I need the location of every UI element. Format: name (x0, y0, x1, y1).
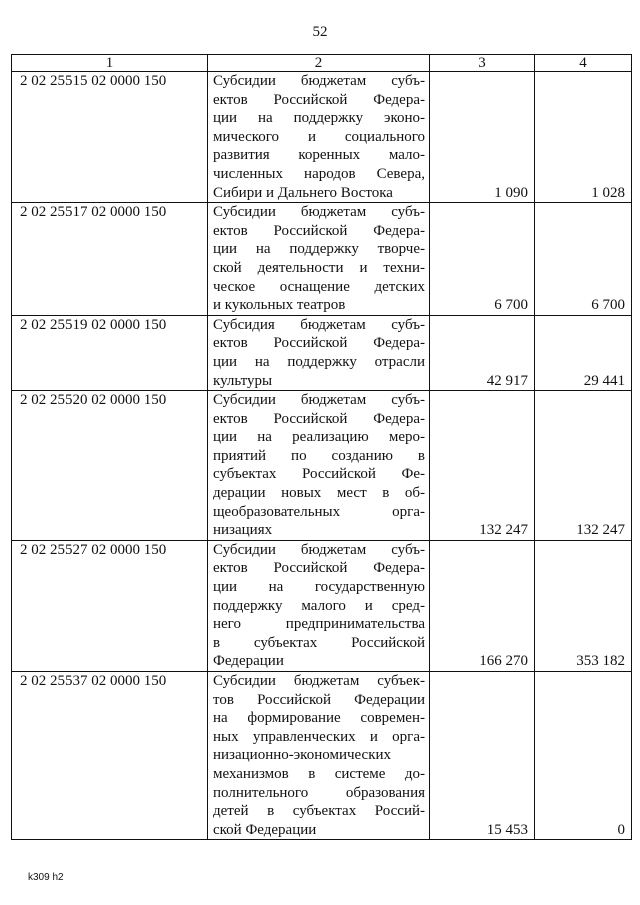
table-row (12, 72, 632, 203)
budget-table (11, 54, 632, 840)
description-line: в субъектах Российской (213, 634, 425, 651)
description (208, 672, 430, 840)
description-line: ектов Российской Федера- (213, 410, 425, 427)
amount-col-4: 0 (535, 672, 632, 840)
description-line: культуры (213, 372, 273, 389)
table-row (12, 540, 632, 671)
amount-col-3: 132 247 (430, 391, 535, 541)
header-col-2: 2 (208, 55, 430, 72)
description-line: Сибири и Дальнего Востока (213, 184, 393, 201)
amount-col-4: 29 441 (535, 315, 632, 390)
description-line: на формирование современ- (213, 710, 425, 727)
description-line: тов Российской Федерации (213, 691, 425, 708)
description (208, 391, 430, 541)
description-line: ческое оснащение детских (213, 278, 425, 295)
description-line: ции на поддержку эконо- (213, 110, 425, 127)
budget-code: 2 02 25519 02 0000 150 (12, 315, 208, 390)
description-line: него предпринимательства (213, 616, 425, 633)
description-line: субъектах Российской Фе- (213, 466, 425, 483)
amount-col-3: 166 270 (430, 540, 535, 671)
description-line: Федерации (213, 653, 284, 670)
table-row (12, 315, 632, 390)
description (208, 203, 430, 316)
amount-col-4: 132 247 (535, 391, 632, 541)
table-body (12, 72, 632, 840)
budget-code: 2 02 25520 02 0000 150 (12, 391, 208, 541)
budget-code: 2 02 25515 02 0000 150 (12, 72, 208, 203)
description-line: ектов Российской Федера- (213, 91, 425, 108)
description-line: дерации новых мест в об- (213, 485, 425, 502)
table-header-row (12, 55, 632, 72)
description-line: Субсидии бюджетам субъ- (213, 73, 425, 89)
description-line: и кукольных театров (213, 297, 346, 314)
amount-col-3: 6 700 (430, 203, 535, 316)
page-number: 52 (312, 24, 328, 40)
description-line: Субсидии бюджетам субъ- (213, 541, 425, 558)
description-line: ции на поддержку отрасли (213, 353, 425, 370)
amount-col-3: 1 090 (430, 72, 535, 203)
description-line: механизмов в системе до- (213, 765, 425, 782)
description-line: ции на реализацию меро- (213, 429, 425, 446)
description-line: поддержку малого и сред- (213, 597, 425, 614)
description-line: Субсидия бюджетам субъ- (213, 316, 425, 333)
description-line: низационно-экономических (213, 747, 392, 764)
description-line: ектов Российской Федера- (213, 222, 425, 239)
description-line: детей в субъектах Россий- (213, 803, 425, 820)
description-line: ектов Российской Федера- (213, 560, 425, 577)
description-line: численных народов Севера, (213, 165, 425, 182)
description-line: ции на поддержку творче- (213, 241, 425, 258)
description-line: ных управленческих и орга- (213, 728, 425, 745)
description-line: ской деятельности и техни- (213, 259, 425, 276)
description-line: ции на государственную (213, 579, 425, 596)
description (208, 72, 430, 203)
table-row (12, 672, 632, 840)
budget-code: 2 02 25517 02 0000 150 (12, 203, 208, 316)
amount-col-3: 15 453 (430, 672, 535, 840)
description-line: Субсидии бюджетам субъ- (213, 392, 425, 409)
description-line: полнительного образования (213, 784, 425, 801)
description-line: развития коренных мало- (213, 147, 425, 164)
description-line: щеобразовательных орга- (213, 503, 425, 520)
amount-col-4: 1 028 (535, 72, 632, 203)
amount-col-3: 42 917 (430, 315, 535, 390)
header-col-4: 4 (535, 55, 632, 72)
description-line: ской Федерации (213, 821, 317, 838)
description-line: ектов Российской Федера- (213, 335, 425, 352)
description-line: Субсидии бюджетам субъ- (213, 204, 425, 221)
description-line: мического и социального (213, 128, 425, 145)
description-line: приятий по созданию в (213, 447, 425, 464)
amount-col-4: 6 700 (535, 203, 632, 316)
table-row (12, 391, 632, 541)
description-line: Субсидии бюджетам субъек- (213, 673, 425, 689)
description (208, 540, 430, 671)
amount-col-4: 353 182 (535, 540, 632, 671)
description-line: низациях (213, 522, 273, 539)
budget-code: 2 02 25527 02 0000 150 (12, 540, 208, 671)
header-col-1: 1 (12, 55, 208, 72)
budget-code: 2 02 25537 02 0000 150 (12, 672, 208, 840)
header-col-3: 3 (430, 55, 535, 72)
description (208, 315, 430, 390)
footer-code: k309 h2 (28, 872, 64, 883)
table-row (12, 203, 632, 316)
